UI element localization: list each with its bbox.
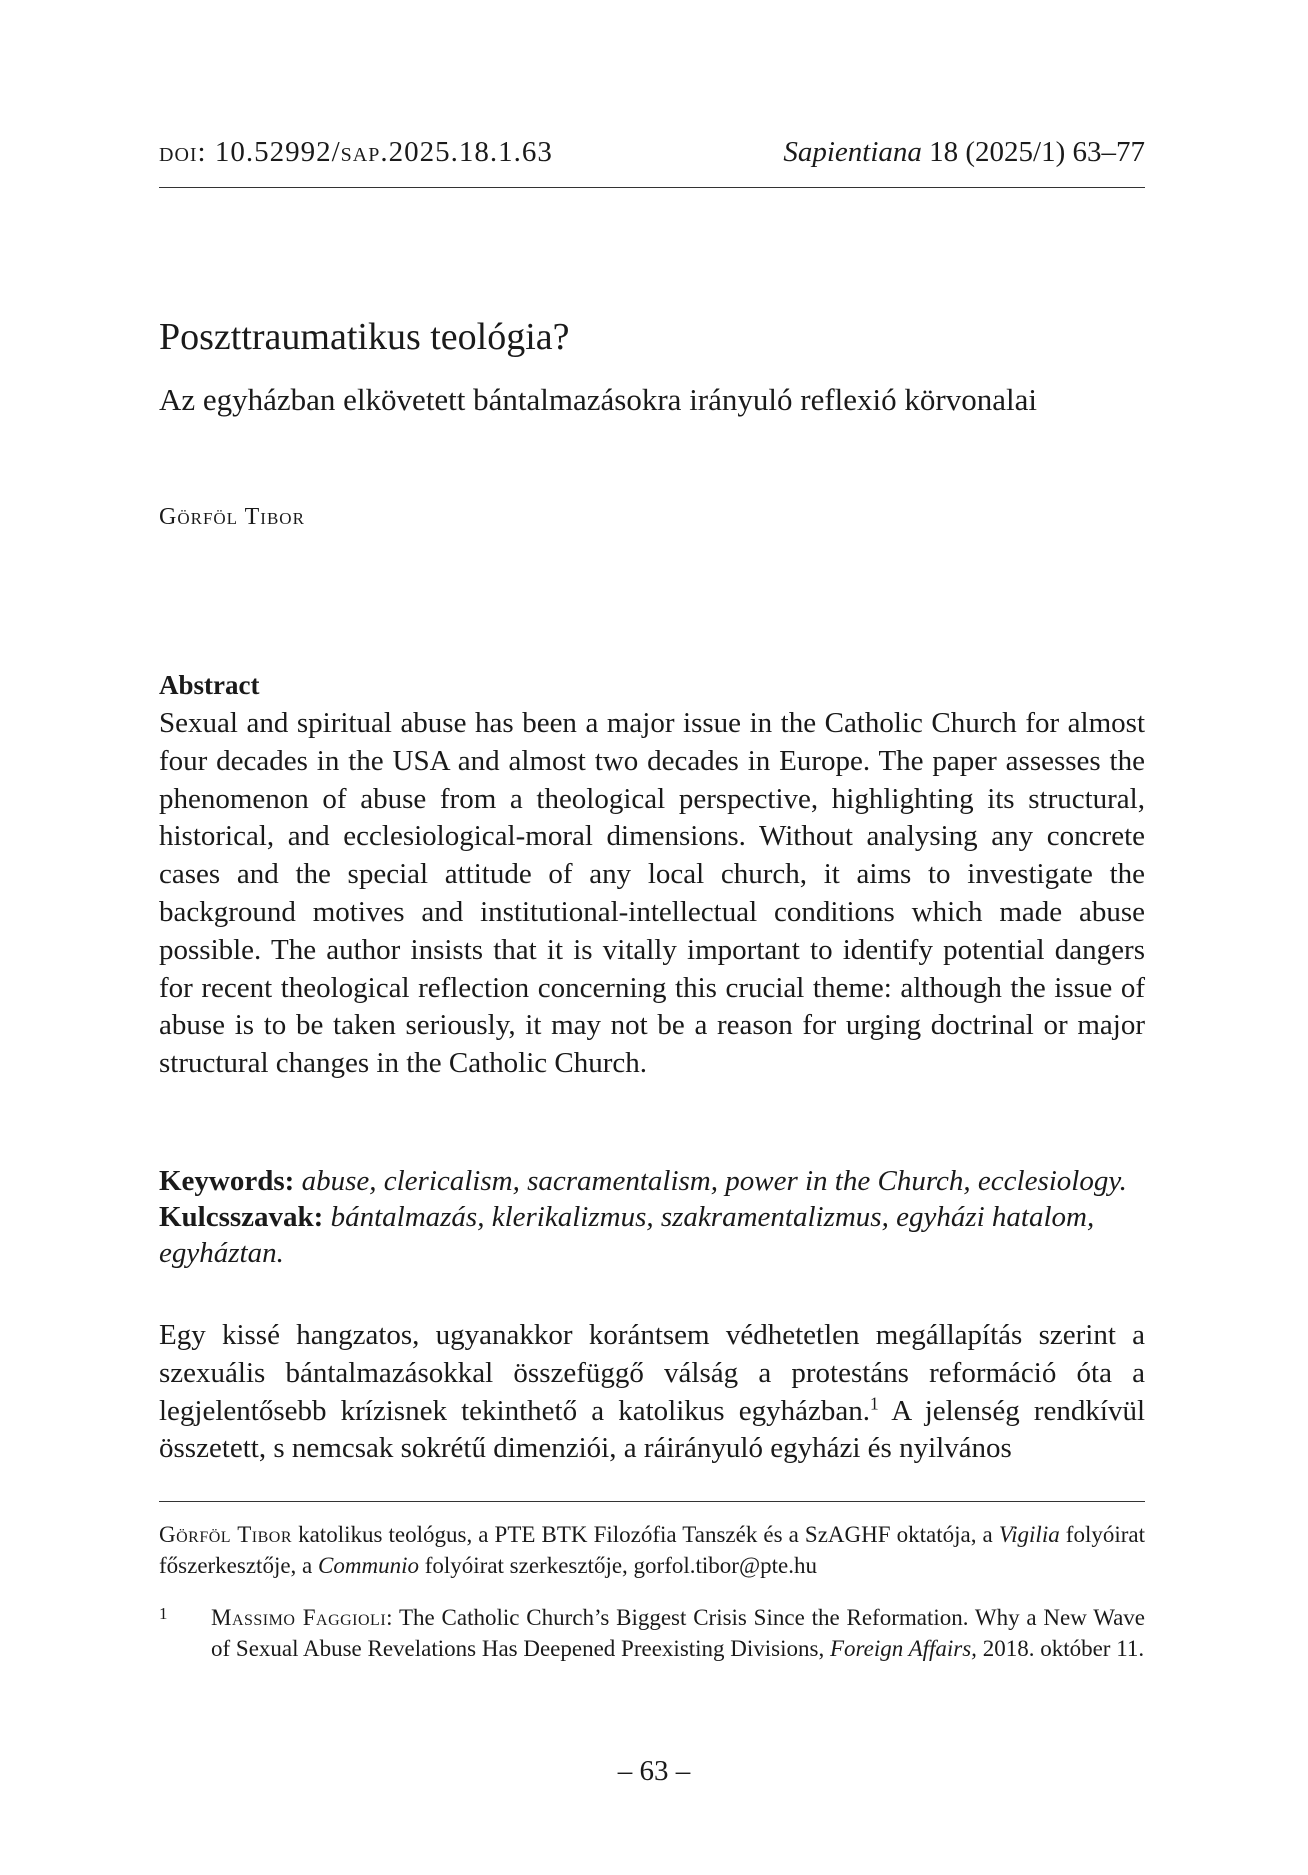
footnote-divider [159, 1501, 1145, 1502]
page-number: – 63 – [617, 1755, 691, 1787]
journal-name: Sapientiana [783, 136, 922, 168]
affiliation-text-1: katolikus teológus, a PTE BTK Filozófia Tanszék és a SzAGHF oktatója, a [292, 1522, 999, 1547]
footnote-author: Massimo Faggioli [211, 1605, 387, 1630]
article-subtitle: Az egyházban elkövetett bántalmazásokra irányuló reflexió körvonalai [159, 382, 1037, 417]
affiliation-name: Görföl Tibor [159, 1522, 293, 1547]
keywords-block [159, 1163, 1145, 1271]
footnote-date: 2018. október 11. [976, 1636, 1145, 1661]
doi-label: doi: 10.52992/sap.2025.18.1.63 [159, 136, 553, 168]
body-paragraph [159, 1317, 1145, 1468]
keywords-hu-label: Kulcsszavak: [159, 1201, 324, 1233]
footnote-number: 1 [159, 1604, 168, 1623]
abstract-text: Sexual and spiritual abuse has been a major issue in the Catholic Church for almost four decades in the USA and almost two decades in Europe. The paper assesses the phenomenon of abuse from a theological perspective, highlighting its structural, historical, and ecclesiological-moral dimensions. Without analysing any concrete cases and the special attitude of any local church, it aims to investigate the background motives and institutional-intellectual conditions which made abuse possible. The author insists that it is vitally important to identify potential dangers for recent theological reflection concerning this crucial theme: although the issue of abuse is to be taken seriously, it may not be a reason for urging doctrinal or major structural changes in the Catholic Church. [159, 707, 1145, 1080]
affiliation-journal-2: Communio [318, 1553, 419, 1578]
keywords-hu-terms: bántalmazás, klerikalizmus, szakramentalizmus, egyházi hatalom, egyháztan. [159, 1201, 1095, 1269]
volume-pages: 18 (2025/1) 63–77 [921, 136, 1145, 168]
footnote-text [211, 1602, 1145, 1664]
affiliation-journal-1: Vigilia [998, 1522, 1060, 1547]
keywords-en-terms: abuse, clericalism, sacramentalism, power in the Church, ecclesiology. [301, 1165, 1127, 1197]
body-text-part-2: A jelenség rendkívül összetett, s nemcsak sokrétű dimenziói, a ráirányuló egyházi és nyilvános [159, 1394, 1145, 1465]
affiliation-text-3: folyóirat szerkesztője, gorfol.tibor@pte.hu [418, 1553, 817, 1578]
affiliation-text-2: folyóirat főszerkesztője, a [159, 1522, 1145, 1578]
journal-citation [783, 136, 1145, 168]
keywords-en-label: Keywords: [159, 1165, 295, 1197]
running-header [159, 136, 1145, 168]
footnote-body: : The Catholic Church’s Biggest Crisis Since the Reformation. Why a New Wave of Sexual Abuse Revelations Has Deepened Preexisting Divisions, [211, 1605, 1145, 1661]
footnote-1 [159, 1602, 1145, 1664]
keywords-en [159, 1163, 1145, 1199]
footnote-journal: Foreign Affairs, [829, 1636, 977, 1661]
article-title: Poszttraumatikus teológia? [159, 316, 570, 358]
body-text-part-1: Egy kissé hangzatos, ugyanakkor korántsem védhetetlen megállapítás szerint a szexuális bántalmazásokkal összefüggő válság a protestáns reformáció óta a legjelentősebb krízisnek tekinthető a katolikus egyházban. [159, 1319, 1145, 1427]
keywords-hu [159, 1199, 1145, 1271]
author-affiliation [159, 1519, 1145, 1581]
header-divider [159, 187, 1145, 188]
abstract-heading: Abstract [159, 670, 260, 700]
author-name: Görföl Tibor [159, 504, 305, 530]
footnote-ref[interactable]: 1 [869, 1392, 879, 1413]
